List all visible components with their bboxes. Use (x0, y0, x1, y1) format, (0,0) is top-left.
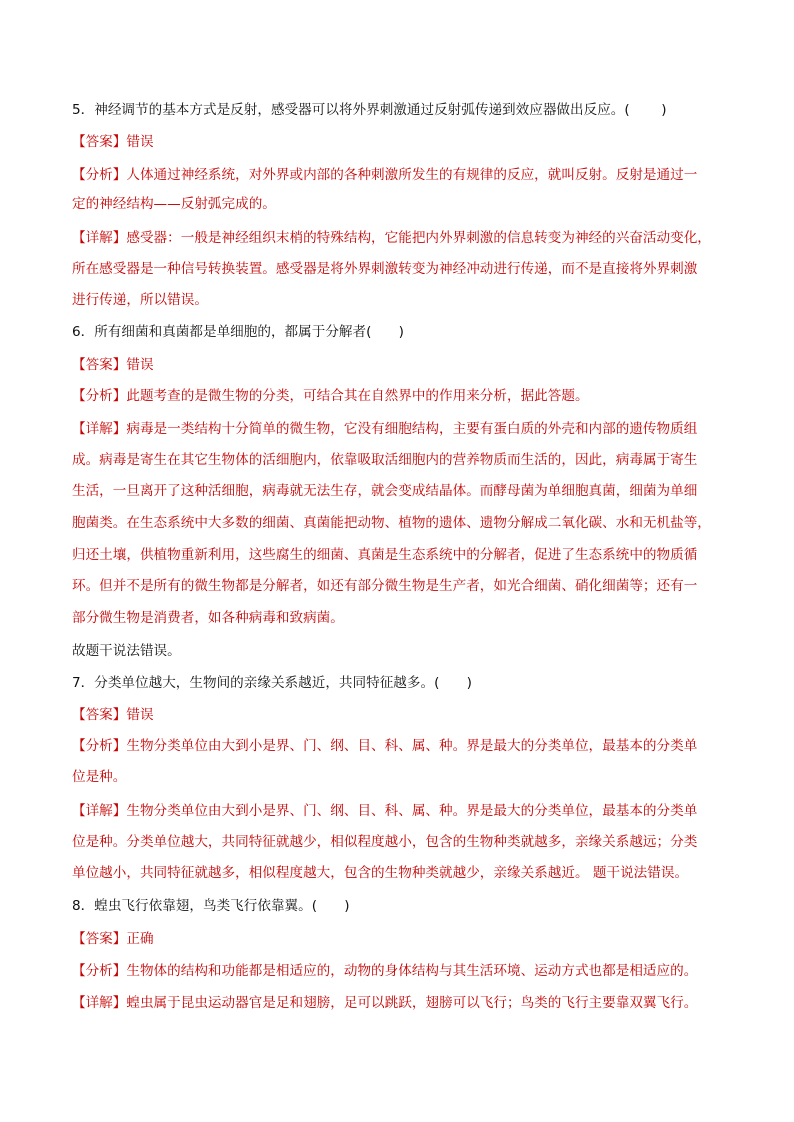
question-6-analysis-line: 【分析】此题考查的是微生物的分类，可结合其在自然界中的作用来分析，据此答题。 (72, 388, 589, 404)
question-5-detail-line: 所在感受器是一种信号转换装置。感受器是将外界刺激转变为神经冲动进行传递，而不是直接将外界刺激 (72, 261, 698, 277)
question-6-stem: 6．所有细菌和真菌都是单细胞的，都属于分解者( ) (72, 324, 404, 340)
question-7-analysis-line: 【分析】生物分类单位由大到小是界、门、纲、目、科、属、种。界是最大的分类单位，最基本的分类单 (72, 738, 698, 754)
question-6-detail-line: 归还土壤，供植物重新利用，这些腐生的细菌、真菌是生态系统中的分解者，促进了生态系统中的物质循 (72, 547, 698, 563)
question-6-detail-line: 【详解】病毒是一类结构十分简单的微生物，它没有细胞结构，主要有蛋白质的外壳和内部的遗传物质组 (72, 421, 698, 437)
question-6-detail-line: 胞菌类。在生态系统中大多数的细菌、真菌能把动物、植物的遗体、遗物分解成二氧化碳、水和无机盐等， (72, 515, 711, 531)
question-6-detail-line: 生活，一旦离开了这种活细胞，病毒就无法生存，就会变成结晶体。而酵母菌为单细胞真菌，细菌为单细 (72, 483, 698, 499)
question-5-detail-line: 进行传递，所以错误。 (72, 292, 208, 308)
question-5-stem: 5．神经调节的基本方式是反射，感受器可以将外界刺激通过反射弧传递到效应器做出反应。( ) (72, 102, 667, 118)
question-7-detail-line: 位是种。分类单位越大，共同特征就越少，相似程度越小，包含的生物种类就越多，亲缘关系越远；分类 (72, 834, 698, 850)
question-7-detail-line: 【详解】生物分类单位由大到小是界、门、纲、目、科、属、种。界是最大的分类单位，最基本的分类单 (72, 803, 698, 819)
question-7-answer: 【答案】错误 (72, 707, 154, 723)
question-6-conclusion: 故题干说法错误。 (72, 643, 181, 659)
question-8-detail-line: 【详解】蝗虫属于昆虫运动器官是足和翅膀，足可以跳跃，翅膀可以飞行；鸟类的飞行主要靠双翼飞行。 (72, 995, 698, 1011)
question-5-analysis-line: 定的神经结构——反射弧完成的。 (72, 196, 276, 212)
question-7-analysis-line: 位是种。 (72, 769, 127, 785)
question-6-detail-line: 部分微生物是消费者，如各种病毒和致病菌。 (72, 610, 344, 626)
question-5-answer: 【答案】错误 (72, 134, 154, 150)
question-6-detail-line: 成。病毒是寄生在其它生物体的活细胞内，依靠吸取活细胞内的营养物质而生活的，因此，病毒属于寄生 (72, 452, 698, 468)
question-6-answer: 【答案】错误 (72, 357, 154, 373)
question-8-answer: 【答案】正确 (72, 931, 154, 947)
question-7-stem: 7．分类单位越大，生物间的亲缘关系越近，共同特征越多。( ) (72, 675, 472, 691)
question-7-detail-line: 单位越小，共同特征就越多，相似程度越大，包含的生物种类就越少，亲缘关系越近。 题干说法错误。 (72, 865, 689, 881)
question-8-analysis-line: 【分析】生物体的结构和功能都是相适应的，动物的身体结构与其生活环境、运动方式也都是相适应的。 (72, 963, 698, 979)
question-5-detail-line: 【详解】感受器：一般是神经组织末梢的特殊结构，它能把内外界刺激的信息转变为神经的兴奋活动变化， (72, 230, 711, 246)
question-6-detail-line: 环。但并不是所有的微生物都是分解者，如还有部分微生物是生产者，如光合细菌、硝化细菌等；还有一 (72, 578, 698, 594)
question-5-analysis-line: 【分析】人体通过神经系统，对外界或内部的各种刺激所发生的有规律的反应，就叫反射。反射是通过一 (72, 167, 698, 183)
question-8-stem: 8．蝗虫飞行依靠翅，鸟类飞行依靠翼。( ) (72, 898, 350, 914)
